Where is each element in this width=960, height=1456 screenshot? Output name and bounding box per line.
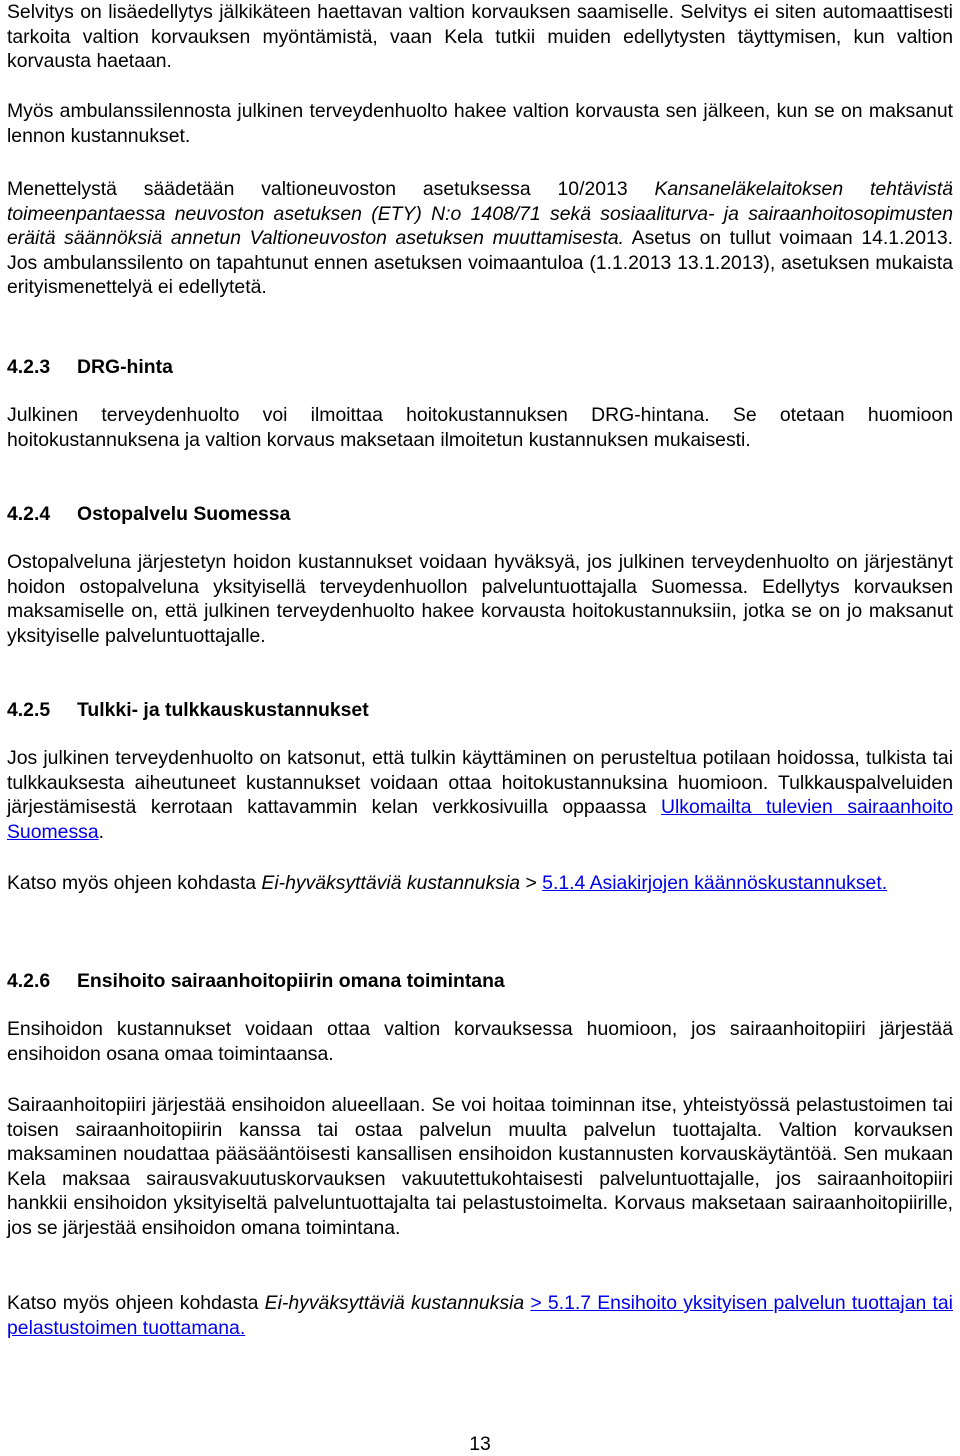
see-prefix: Katso myös ohjeen kohdasta: [7, 872, 262, 894]
link-ensihoito-yksityisen-palvelun[interactable]: > 5.1.7 Ensihoito yksityisen palvelun tuottajan tai pelastustoimen tuottamana.: [7, 1292, 953, 1339]
menettely-text-2: Asetus on tullut voimaan 14.1.2013. Jos ambulanssilento on tapahtunut ennen asetuksen voimaantuloa (1.1.2013 13.1.2013), asetuksen mukaista erityismenettelyä ei edellytetä.: [7, 227, 953, 299]
section-number: 4.2.6: [7, 970, 51, 992]
menettely-text-1: Menettelystä säädetään valtioneuvoston asetuksessa 10/2013: [7, 178, 655, 200]
section-number: 4.2.4: [7, 503, 51, 525]
paragraph-tulkki: [7, 746, 953, 844]
see-italic: Ei-hyväksyttäviä kustannuksia: [264, 1292, 525, 1314]
tulkki-text-end: .: [98, 820, 105, 843]
heading-4-2-4: [7, 502, 953, 527]
paragraph-ostopalvelu: Ostopalveluna järjestetyn hoidon kustannukset voidaan hyväksyä, jos julkinen terveydenhuolto on järjestänyt hoidon ostopalveluna yksityisellä terveydenhuollon palveluntuottajalla Suomessa. Edellytys korvauksen maksamiselle on, että julkinen terveydenhuolto hakee korvausta hoitokustannuksiin, jotka se on jo maksanut yksityiselle palveluntuottajalle.: [7, 551, 953, 647]
link-ulkomailta-tulevien[interactable]: Ulkomailta tulevien sairaanhoito Suomessa: [7, 796, 953, 843]
paragraph-ambulanssilento: Myös ambulanssilennosta julkinen terveydenhuolto hakee valtion korvausta sen jälkeen, kun se on maksanut lennon kustannukset.: [7, 100, 953, 147]
paragraph-katso-myos-2: [7, 1291, 953, 1340]
heading-4-2-5: [7, 698, 953, 723]
heading-4-2-6: [7, 969, 953, 994]
paragraph-menettely: [7, 177, 953, 300]
section-number: 4.2.3: [7, 356, 51, 378]
see-prefix: Katso myös ohjeen kohdasta: [7, 1292, 265, 1314]
tulkki-text: Jos julkinen terveydenhuolto on katsonut, että tulkin käyttäminen on perusteltua potilaan hoidossa, tulkista tai tulkkauksesta aiheutuneet kustannukset voidaan ottaa hoitokustannuksina huomioon. Tulkkauspalveluiden järjestämisestä kerrotaan kattavammin kelan verkkosivuilla oppaassa: [7, 747, 953, 819]
page-number: 13: [469, 1433, 491, 1455]
paragraph-ensihoito-2: Sairaanhoitopiiri järjestää ensihoidon alueellaan. Se voi hoitaa toiminnan itse, yhteistyössä pelastustoimen tai toisen sairaanhoitopiirin kanssa tai ostaa palvelun muulta palvelun tuottajalta. Valtion korvauksen maksaminen noudattaa pääsääntöisesti kansallisen ensihoidon kustannusten korvauskäytäntöä. Sen mukaan Kela maksaa sairausvakuutuskorvauksen vakuutettukohtaisesti palveluntuottajalle, jos sairaanhoitopiiri hankkii ensihoidon yksityiseltä palveluntuottajalta tai pelastustoimelta. Korvaus maksetaan sairaanhoitopiirille, jos se järjestää ensihoidon omana toimintana.: [7, 1094, 953, 1239]
see-gt: >: [520, 872, 543, 894]
section-title: Tulkki- ja tulkkauskustannukset: [77, 699, 369, 721]
section-title: Ostopalvelu Suomessa: [77, 503, 291, 525]
see-italic: Ei-hyväksyttäviä kustannuksia: [261, 872, 521, 894]
link-asiakirjojen-kaannoskustannukset[interactable]: 5.1.4 Asiakirjojen käännöskustannukset.: [542, 872, 888, 894]
asetus-title-italic: Kansaneläkelaitoksen tehtävistä toimeenpantaessa neuvoston asetuksen (ETY) N:o 1408/71 sekä sosiaaliturva- ja sairaanhoitosopimusten eräitä säännöksiä annetun Valtioneuvoston asetuksen muuttamisesta.: [7, 178, 953, 250]
paragraph-katso-myos-1: [7, 871, 953, 896]
section-title: Ensihoito sairaanhoitopiirin omana toimintana: [77, 970, 505, 992]
paragraph-selvitys: Selvitys on lisäedellytys jälkikäteen haettavan valtion korvauksen saamiselle. Selvitys ei siten automaattisesti tarkoita valtion korvauksen myöntämistä, vaan Kela tutkii muiden edellytysten täyttymisen, kun valtion korvausta haetaan.: [7, 1, 953, 73]
heading-4-2-3: [7, 355, 953, 380]
section-title: DRG-hinta: [77, 356, 173, 378]
section-number: 4.2.5: [7, 699, 51, 721]
paragraph-ensihoito-1: Ensihoidon kustannukset voidaan ottaa valtion korvauksessa huomioon, jos sairaanhoitopiiri järjestää ensihoidon osana omaa toimintaansa.: [7, 1018, 953, 1065]
paragraph-drg-hinta: Julkinen terveydenhuolto voi ilmoittaa hoitokustannuksen DRG-hintana. Se otetaan huomioon hoitokustannuksena ja valtion korvaus maksetaan ilmoitetun kustannuksen mukaisesti.: [7, 404, 953, 451]
